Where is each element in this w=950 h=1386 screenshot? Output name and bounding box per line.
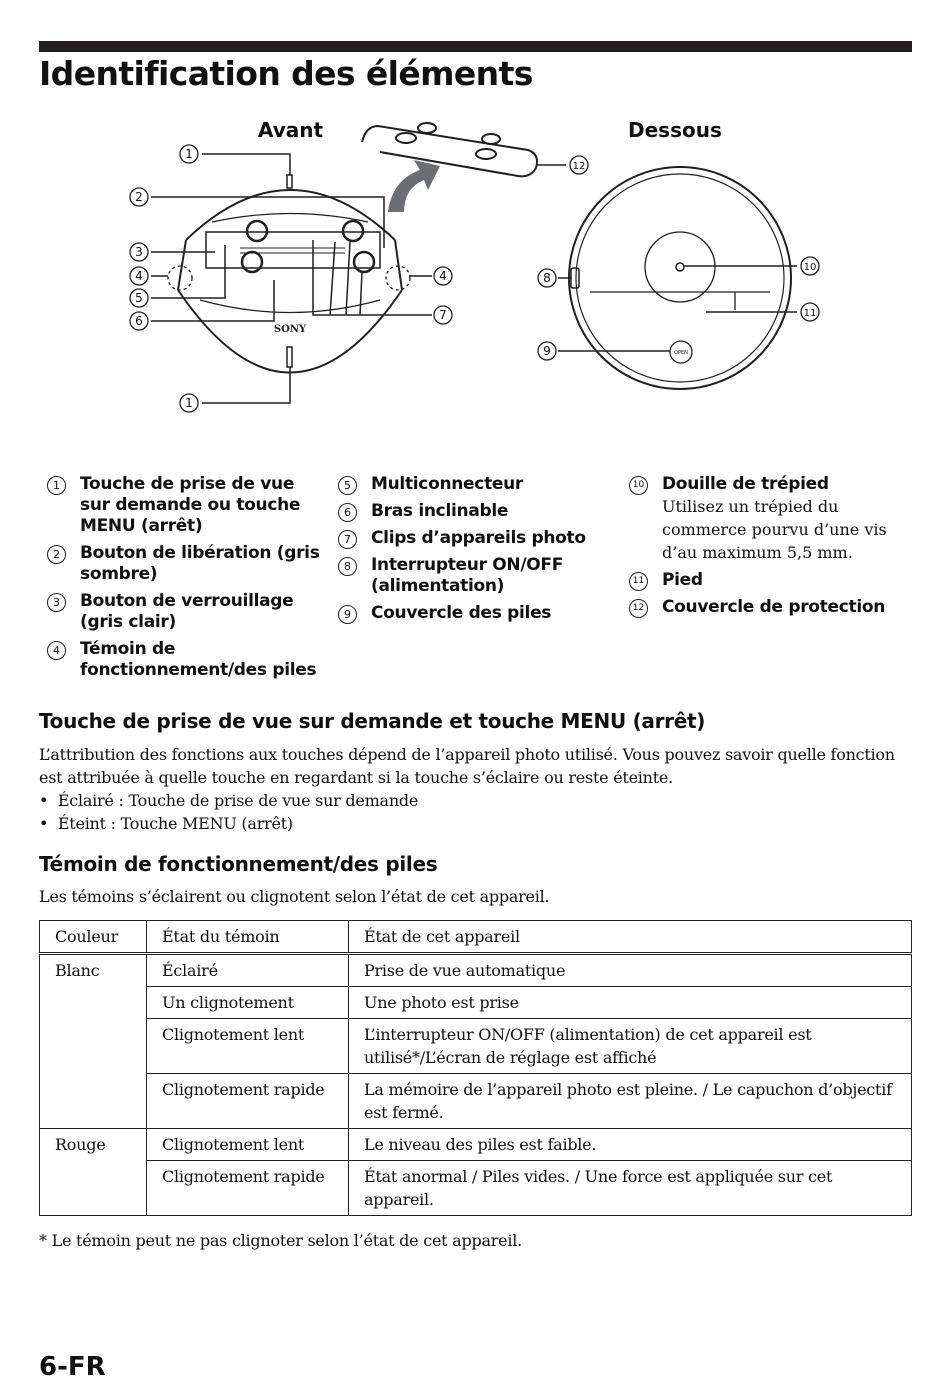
table-row (40, 1161, 912, 1216)
table-cell-color: Blanc (40, 954, 147, 1129)
part-number: 4 (47, 641, 66, 660)
part-item (330, 555, 620, 597)
section-heading-buttons: Touche de prise de vue sur demande et touche MENU (arrêt) (39, 709, 706, 733)
table-cell-device: Prise de vue automatique (349, 954, 912, 987)
table-cell-state: Clignotement rapide (147, 1161, 349, 1216)
bullet-item: • Éclairé : Touche de prise de vue sur demande (39, 791, 419, 810)
part-item (39, 591, 329, 633)
table-cell-device: État anormal / Piles vides. / Une force est appliquée sur cet appareil. (349, 1161, 912, 1216)
footnote: * Le témoin peut ne pas clignoter selon l’état de cet appareil. (39, 1231, 522, 1250)
table-header-row (40, 921, 912, 954)
bullet-text: Éclairé : Touche de prise de vue sur demande (57, 791, 419, 810)
part-number: 12 (629, 599, 648, 618)
table-cell-device: L’interrupteur ON/OFF (alimentation) de cet appareil est utilisé*/L’écran de réglage est affiché (349, 1019, 912, 1074)
page-number: 6-FR (39, 1352, 106, 1382)
part-number: 6 (338, 503, 357, 522)
part-name: Bouton de verrouillage (gris clair) (80, 591, 294, 632)
part-name: Couvercle des piles (371, 603, 552, 623)
table-cell-state: Clignotement lent (147, 1129, 349, 1161)
device-illustration (0, 0, 950, 440)
part-name: Bouton de libération (gris sombre) (80, 543, 320, 584)
part-number: 2 (47, 545, 66, 564)
part-item (39, 639, 329, 681)
table-cell-device: Une photo est prise (349, 987, 912, 1019)
callout-1-bottom: 1 (185, 396, 193, 410)
table-header-cell: État du témoin (147, 921, 349, 954)
part-item (330, 603, 620, 624)
callout-2: 2 (135, 190, 143, 204)
callout-5: 5 (135, 291, 143, 305)
part-number: 11 (629, 572, 648, 591)
indicator-status-table (39, 920, 912, 1216)
callout-7: 7 (439, 308, 447, 322)
part-name: Clips d’appareils photo (371, 528, 586, 548)
callout-10: 10 (803, 262, 817, 273)
part-number: 3 (47, 593, 66, 612)
table-cell-device: La mémoire de l’appareil photo est pleine. / Le capuchon d’objectif est fermé. (349, 1074, 912, 1129)
part-item (621, 570, 911, 591)
callout-4-left: 4 (135, 269, 143, 283)
table-row (40, 1019, 912, 1074)
part-description: Utilisez un trépied du commerce pourvu d’une vis d’au maximum 5,5 mm. (662, 497, 887, 562)
table-row (40, 954, 912, 987)
parts-column-1 (39, 474, 329, 687)
callout-12: 12 (572, 161, 586, 172)
part-name: Témoin de fonctionnement/des piles (80, 639, 317, 680)
callout-3: 3 (135, 245, 143, 259)
callout-9: 9 (543, 344, 551, 358)
part-item (330, 501, 620, 522)
open-arrow (388, 160, 440, 212)
callout-8: 8 (543, 271, 551, 285)
part-item (621, 474, 911, 564)
table-cell-state: Éclairé (147, 954, 349, 987)
table-row (40, 987, 912, 1019)
part-number: 10 (629, 476, 648, 495)
part-item (330, 474, 620, 495)
table-header-cell: Couleur (40, 921, 147, 954)
part-number: 8 (338, 557, 357, 576)
table-row (40, 1129, 912, 1161)
section-body-buttons: L’attribution des fonctions aux touches dépend de l’appareil photo utilisé. Vous pouvez savoir quelle fonction est attribuée à quelle touche en regardant si la touche s’éclaire ou reste éteinte. (39, 745, 895, 787)
part-name: Pied (662, 570, 703, 590)
part-number: 7 (338, 530, 357, 549)
part-number: 5 (338, 476, 357, 495)
table-cell-state: Un clignotement (147, 987, 349, 1019)
table-cell-device: Le niveau des piles est faible. (349, 1129, 912, 1161)
table-cell-state: Clignotement rapide (147, 1074, 349, 1129)
bullet-text: Éteint : Touche MENU (arrêt) (57, 814, 293, 833)
bullet-item: • Éteint : Touche MENU (arrêt) (39, 814, 293, 833)
indicator-right (386, 266, 410, 290)
part-item (330, 528, 620, 549)
section-heading-indicator: Témoin de fonctionnement/des piles (39, 852, 438, 876)
table-header-cell: État de cet appareil (349, 921, 912, 954)
brand-logo: SONY (273, 324, 307, 335)
callout-1-top: 1 (185, 147, 193, 161)
parts-column-2 (330, 474, 620, 630)
part-name: Touche de prise de vue sur demande ou touche MENU (arrêt) (80, 474, 301, 536)
parts-column-3 (621, 474, 911, 624)
table-cell-state: Clignotement lent (147, 1019, 349, 1074)
callout-4-right: 4 (439, 269, 447, 283)
protective-cover (362, 123, 566, 176)
part-item (621, 597, 911, 618)
callout-6: 6 (135, 314, 143, 328)
part-item (39, 543, 329, 585)
table-cell-color: Rouge (40, 1129, 147, 1216)
bottom-view-label: Dessous (628, 118, 722, 142)
part-number: 1 (47, 476, 66, 495)
battery-open-mark: OPEN (674, 350, 688, 356)
front-view-label: Avant (258, 118, 324, 142)
part-name: Couvercle de protection (662, 597, 886, 617)
front-view-body (178, 190, 402, 373)
part-name: Douille de trépied (662, 474, 829, 494)
part-name: Interrupteur ON/OFF (alimentation) (371, 555, 564, 596)
part-name: Bras inclinable (371, 501, 509, 521)
part-item (39, 474, 329, 537)
callout-11: 11 (803, 308, 817, 319)
part-number: 9 (338, 605, 357, 624)
section-body-indicator: Les témoins s’éclairent ou clignotent selon l’état de cet appareil. (39, 887, 550, 906)
part-name: Multiconnecteur (371, 474, 524, 494)
table-row (40, 1074, 912, 1129)
page-title: Identification des éléments (39, 54, 533, 93)
